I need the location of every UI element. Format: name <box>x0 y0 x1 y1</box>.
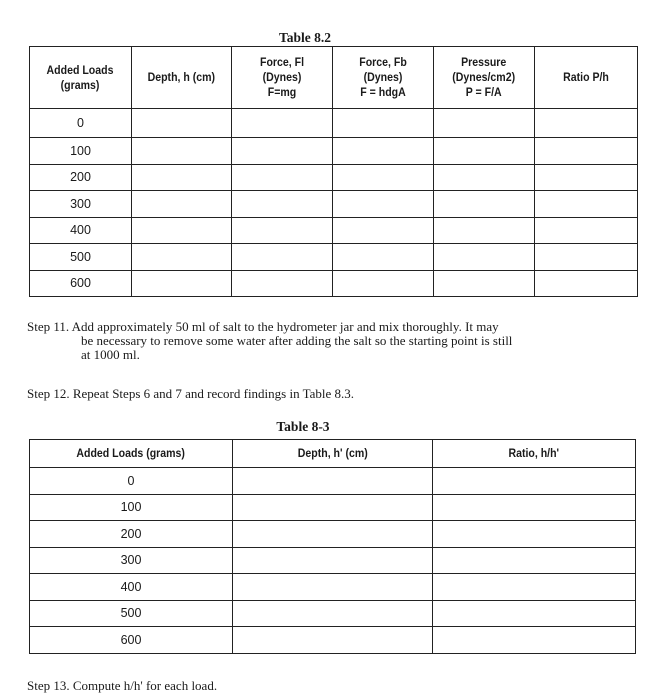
load-cell: 400 <box>30 574 233 601</box>
table-8-2-title: Table 8.2 <box>278 30 332 45</box>
empty-entry-cell[interactable] <box>434 270 535 297</box>
load-cell: 600 <box>30 627 233 654</box>
load-cell: 100 <box>30 494 233 521</box>
empty-entry-cell[interactable] <box>433 547 636 574</box>
empty-entry-cell[interactable] <box>434 138 535 165</box>
empty-entry-cell[interactable] <box>233 547 433 574</box>
empty-entry-cell[interactable] <box>232 270 333 297</box>
step-11-text: Step 11. Add approximately 50 ml of salt to the hydrometer jar and mix thoroughly. It may be necessary to remove some water after adding the salt so the starting point is still at 1000 ml. <box>27 319 513 362</box>
step-13-text: Step 13. Compute h/h' for each load. <box>27 678 218 693</box>
load-cell: 100 <box>30 138 132 165</box>
table-row <box>30 600 636 627</box>
empty-entry-cell[interactable] <box>132 164 232 191</box>
empty-entry-cell[interactable] <box>433 468 636 495</box>
empty-entry-cell[interactable] <box>132 217 232 244</box>
empty-entry-cell[interactable] <box>434 244 535 271</box>
table-row <box>30 217 638 244</box>
table-8-3-header-row <box>30 440 636 468</box>
load-cell: 500 <box>30 244 132 271</box>
table-row <box>30 270 638 297</box>
empty-entry-cell[interactable] <box>132 138 232 165</box>
header-pressure: Pressure (Dynes/cm2) P = F/A <box>434 47 535 109</box>
load-cell: 200 <box>30 164 132 191</box>
header-ratio-h-h-prime: Ratio, h/h' <box>433 440 636 468</box>
table-8-3 <box>29 439 636 654</box>
table-8-3-title: Table 8-3 <box>276 419 330 434</box>
empty-entry-cell[interactable] <box>232 138 333 165</box>
empty-entry-cell[interactable] <box>232 164 333 191</box>
header-depth-h-prime: Depth, h' (cm) <box>233 440 433 468</box>
empty-entry-cell[interactable] <box>333 270 434 297</box>
load-cell: 400 <box>30 217 132 244</box>
empty-entry-cell[interactable] <box>535 109 638 138</box>
empty-entry-cell[interactable] <box>433 494 636 521</box>
header-force-fb: Force, Fb (Dynes) F = hdgA <box>333 47 434 109</box>
load-cell: 600 <box>30 270 132 297</box>
load-cell: 300 <box>30 191 132 218</box>
table-row <box>30 547 636 574</box>
empty-entry-cell[interactable] <box>233 494 433 521</box>
empty-entry-cell[interactable] <box>232 191 333 218</box>
table-row <box>30 138 638 165</box>
header-added-loads-grams: Added Loads (grams) <box>30 440 233 468</box>
empty-entry-cell[interactable] <box>434 164 535 191</box>
empty-entry-cell[interactable] <box>233 574 433 601</box>
empty-entry-cell[interactable] <box>535 164 638 191</box>
empty-entry-cell[interactable] <box>434 217 535 244</box>
empty-entry-cell[interactable] <box>535 217 638 244</box>
empty-entry-cell[interactable] <box>132 191 232 218</box>
empty-entry-cell[interactable] <box>535 244 638 271</box>
empty-entry-cell[interactable] <box>434 191 535 218</box>
empty-entry-cell[interactable] <box>233 521 433 548</box>
empty-entry-cell[interactable] <box>232 244 333 271</box>
empty-entry-cell[interactable] <box>232 217 333 244</box>
table-8-2-header-row <box>30 47 638 109</box>
empty-entry-cell[interactable] <box>433 521 636 548</box>
header-depth: Depth, h (cm) <box>132 47 232 109</box>
table-row <box>30 574 636 601</box>
empty-entry-cell[interactable] <box>132 109 232 138</box>
load-cell: 0 <box>30 109 132 138</box>
empty-entry-cell[interactable] <box>233 627 433 654</box>
empty-entry-cell[interactable] <box>333 191 434 218</box>
empty-entry-cell[interactable] <box>333 138 434 165</box>
empty-entry-cell[interactable] <box>433 600 636 627</box>
table-row <box>30 494 636 521</box>
table-row <box>30 191 638 218</box>
empty-entry-cell[interactable] <box>433 574 636 601</box>
empty-entry-cell[interactable] <box>132 270 232 297</box>
empty-entry-cell[interactable] <box>232 109 333 138</box>
empty-entry-cell[interactable] <box>535 138 638 165</box>
header-force-fl: Force, Fl (Dynes) F=mg <box>232 47 333 109</box>
empty-entry-cell[interactable] <box>535 270 638 297</box>
empty-entry-cell[interactable] <box>333 164 434 191</box>
empty-entry-cell[interactable] <box>333 109 434 138</box>
empty-entry-cell[interactable] <box>132 244 232 271</box>
load-cell: 200 <box>30 521 233 548</box>
empty-entry-cell[interactable] <box>233 600 433 627</box>
empty-entry-cell[interactable] <box>233 468 433 495</box>
load-cell: 500 <box>30 600 233 627</box>
table-row <box>30 627 636 654</box>
empty-entry-cell[interactable] <box>535 191 638 218</box>
empty-entry-cell[interactable] <box>333 217 434 244</box>
table-row <box>30 244 638 271</box>
empty-entry-cell[interactable] <box>434 109 535 138</box>
load-cell: 300 <box>30 547 233 574</box>
header-ratio-ph: Ratio P/h <box>535 47 638 109</box>
step-12-text: Step 12. Repeat Steps 6 and 7 and record findings in Table 8.3. <box>27 386 355 401</box>
table-row <box>30 468 636 495</box>
table-row <box>30 109 638 138</box>
table-row <box>30 521 636 548</box>
empty-entry-cell[interactable] <box>433 627 636 654</box>
table-8-2 <box>29 46 638 297</box>
table-row <box>30 164 638 191</box>
empty-entry-cell[interactable] <box>333 244 434 271</box>
header-added-loads: Added Loads (grams) <box>30 47 132 109</box>
load-cell: 0 <box>30 468 233 495</box>
